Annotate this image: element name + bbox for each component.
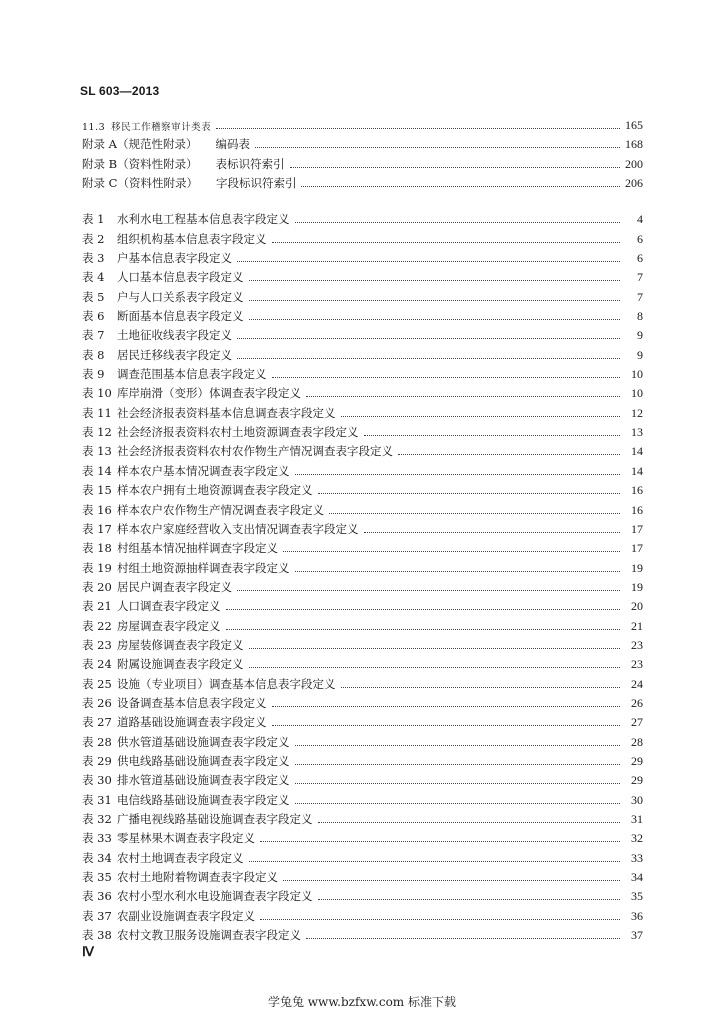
toc-entry-title: 人口基本信息表字段定义 [117, 270, 244, 285]
document-header: SL 603—2013 [80, 84, 160, 98]
toc-entry-page: 36 [631, 908, 643, 923]
toc-entry-number: 表 24 [82, 657, 112, 672]
toc-entry-number: 表 11 [82, 405, 112, 420]
toc-entry[interactable] [82, 653, 643, 672]
toc-entry-title: 社会经济报表资料农村农作物生产情况调查表字段定义 [117, 444, 393, 459]
dot-leader [249, 319, 621, 320]
toc-entry-number: 附录 B（资料性附录） [82, 156, 198, 171]
toc-entry[interactable] [82, 788, 643, 807]
toc-entry[interactable] [82, 866, 643, 885]
toc-entry-title: 道路基础设施调查表字段定义 [117, 715, 267, 730]
toc-entry[interactable] [82, 382, 643, 401]
toc-entry-title: 排水管道基础设施调查表字段定义 [117, 773, 290, 788]
dot-leader [306, 396, 620, 397]
toc-entry-number: 表 5 [82, 289, 105, 304]
toc-entry[interactable] [82, 846, 643, 865]
toc-entry-number: 表 13 [82, 444, 112, 459]
dot-leader [364, 435, 621, 436]
dot-leader [260, 841, 620, 842]
toc-entry-page: 168 [625, 137, 643, 151]
toc-entry[interactable] [82, 172, 643, 192]
toc-entry-page: 31 [631, 812, 643, 826]
toc-entry-page: 10 [631, 386, 643, 401]
toc-entry-title: 组织机构基本信息表字段定义 [117, 231, 267, 246]
toc-entry-page: 24 [631, 676, 643, 691]
toc-entry-title: 设备调查基本信息表字段定义 [117, 695, 267, 710]
toc-entry-title: 户基本信息表字段定义 [117, 251, 232, 266]
dot-leader [249, 648, 621, 649]
page-number: Ⅳ [82, 944, 94, 959]
toc-entry[interactable] [82, 904, 643, 923]
dot-leader [249, 280, 621, 281]
toc-entry[interactable] [82, 672, 643, 691]
toc-entry[interactable] [82, 401, 643, 420]
dot-leader [295, 222, 621, 223]
toc-entry-number: 表 19 [82, 560, 112, 575]
toc-entry-number: 表 2 [82, 231, 105, 246]
toc-entry-page: 21 [631, 618, 643, 633]
toc-entry[interactable] [82, 827, 643, 846]
toc-entry-page: 30 [631, 792, 643, 807]
toc-entry-number: 表 20 [82, 579, 112, 594]
toc-entry[interactable] [82, 518, 643, 537]
toc-entry-page: 19 [631, 579, 643, 594]
dot-leader [301, 186, 620, 187]
toc-entry-number: 表 18 [82, 541, 112, 556]
toc-entry-title: 供电线路基础设施调查表字段定义 [117, 753, 290, 768]
toc-entry-title: 村组土地资源抽样调查表字段定义 [117, 560, 290, 575]
toc-entry-title: 样本农户基本情况调查表字段定义 [117, 463, 290, 478]
toc-entry-title: 居民迁移线表字段定义 [117, 347, 232, 362]
dot-leader [237, 261, 620, 262]
toc-entry-title: 移民工作稽察审计类表 [111, 121, 212, 133]
toc-entry-title: 库岸崩滑（变形）体调查表字段定义 [117, 386, 301, 401]
toc-entry[interactable] [82, 459, 643, 478]
toc-entry-page: 200 [625, 156, 643, 171]
toc-entry-number: 表 25 [82, 676, 112, 691]
dot-leader [318, 899, 621, 900]
toc-entry-page: 165 [625, 117, 643, 132]
dot-leader [237, 590, 620, 591]
dot-leader [283, 880, 620, 881]
toc-appendix-list [82, 113, 643, 191]
toc-entry-page: 37 [631, 928, 643, 943]
dot-leader [272, 706, 621, 707]
toc-entry-number: 表 14 [82, 463, 112, 478]
toc-entry-page: 8 [637, 309, 643, 324]
toc-entry[interactable] [82, 730, 643, 749]
toc-entry-number: 表 4 [82, 270, 105, 285]
toc-entry-number: 表 28 [82, 734, 112, 749]
toc-entry[interactable] [82, 556, 643, 575]
toc-entry-page: 29 [631, 753, 643, 768]
dot-leader [290, 167, 620, 168]
toc-entry[interactable] [82, 576, 643, 595]
toc-entry[interactable] [82, 595, 643, 614]
dot-leader [295, 474, 621, 475]
toc-entry-page: 29 [631, 773, 643, 788]
dot-leader [272, 725, 621, 726]
toc-entry-page: 26 [631, 695, 643, 710]
toc-entry-page: 206 [625, 176, 643, 190]
toc-entry-title: 调查范围基本信息表字段定义 [117, 367, 267, 382]
dot-leader [226, 629, 621, 630]
toc-entry-number: 表 37 [82, 908, 112, 923]
toc-entry-title: 表标识符索引 [215, 156, 285, 171]
toc-entry-title: 样本农户家庭经营收入支出情况调查表字段定义 [117, 521, 359, 536]
toc-entry-number: 表 22 [82, 618, 112, 633]
toc-entry-title: 编码表 [215, 137, 250, 151]
dot-leader [249, 861, 621, 862]
toc-entry-page: 35 [631, 889, 643, 904]
dot-leader [341, 687, 621, 688]
toc-entry-title: 居民户调查表字段定义 [117, 579, 232, 594]
toc-entry-title: 农村文教卫服务设施调查表字段定义 [117, 928, 301, 943]
toc-entry[interactable] [82, 363, 643, 382]
toc-entry-title: 村组基本情况抽样调查字段定义 [117, 541, 278, 556]
toc-entry-number: 表 1 [82, 212, 105, 227]
toc-entry[interactable] [82, 634, 643, 653]
toc-entry[interactable] [82, 113, 643, 133]
toc-entry-page: 34 [631, 870, 643, 885]
toc-entry[interactable] [82, 421, 643, 440]
dot-leader [398, 454, 620, 455]
toc-entry-number: 表 30 [82, 773, 112, 788]
toc-entry-page: 17 [631, 521, 643, 536]
toc-entry-number: 附录 C（资料性附录） [82, 176, 198, 190]
toc-entry[interactable] [82, 769, 643, 788]
toc-entry[interactable] [82, 133, 643, 153]
toc-entry-page: 23 [631, 657, 643, 672]
toc-entry-title: 农副业设施调查表字段定义 [117, 908, 255, 923]
toc-entry-number: 表 29 [82, 753, 112, 768]
toc-entry-page: 16 [631, 502, 643, 517]
toc-entry[interactable] [82, 692, 643, 711]
toc-entry-page: 23 [631, 637, 643, 652]
toc-entry-page: 32 [631, 831, 643, 846]
dot-leader [249, 300, 621, 301]
toc-entry-page: 17 [631, 541, 643, 556]
toc-entry-number: 表 38 [82, 928, 112, 943]
toc-entry[interactable] [82, 247, 643, 266]
dot-leader [216, 128, 620, 129]
toc-entry[interactable] [82, 537, 643, 556]
toc-entry-number: 表 15 [82, 483, 112, 498]
toc-entry-number: 表 10 [82, 386, 112, 401]
dot-leader [295, 571, 621, 572]
toc-entry-number: 表 7 [82, 328, 105, 343]
toc-entry-page: 19 [631, 560, 643, 575]
toc-entry-number: 表 21 [82, 599, 112, 614]
toc-entry-page: 6 [637, 231, 643, 246]
dot-leader [237, 338, 620, 339]
toc-entry-number: 表 34 [82, 850, 112, 865]
dot-leader [237, 358, 620, 359]
toc-entry-page: 7 [637, 270, 643, 285]
toc-entry-title: 设施（专业项目）调查基本信息表字段定义 [117, 676, 336, 691]
toc-entry-title: 电信线路基础设施调查表字段定义 [117, 792, 290, 807]
toc-entry-number: 表 23 [82, 637, 112, 652]
dot-leader [295, 745, 621, 746]
dot-leader [283, 551, 620, 552]
toc-entry-number: 表 8 [82, 347, 105, 362]
toc-entry-title: 农村小型水利水电设施调查表字段定义 [117, 889, 313, 904]
toc-entry-page: 20 [631, 599, 643, 614]
dot-leader [272, 377, 621, 378]
toc-entry-number: 附录 A（规范性附录） [82, 137, 198, 151]
toc-entry[interactable] [82, 711, 643, 730]
toc-entry[interactable] [82, 924, 643, 943]
toc-entry[interactable] [82, 498, 643, 517]
toc-entry[interactable] [82, 343, 643, 362]
toc-entry-page: 27 [631, 715, 643, 730]
toc-entry[interactable] [82, 152, 643, 172]
toc-entry[interactable] [82, 324, 643, 343]
toc-entry-number: 表 3 [82, 251, 105, 266]
toc-entry-title: 户与人口关系表字段定义 [117, 289, 244, 304]
toc-entry-title: 字段标识符索引 [215, 176, 297, 190]
dot-leader [306, 938, 620, 939]
toc-entry-title: 广播电视线路基础设施调查表字段定义 [117, 812, 313, 826]
toc-table-list [82, 208, 643, 943]
toc-entry-number: 表 9 [82, 367, 105, 382]
dot-leader [249, 667, 621, 668]
dot-leader [318, 493, 621, 494]
toc-entry-number: 表 26 [82, 695, 112, 710]
toc-entry-page: 13 [631, 425, 643, 440]
dot-leader [260, 919, 620, 920]
toc-entry[interactable] [82, 208, 643, 227]
dot-leader [272, 242, 621, 243]
toc-entry-number: 表 33 [82, 831, 112, 846]
dot-leader [364, 532, 621, 533]
toc-entry[interactable] [82, 440, 643, 459]
toc-entry-title: 人口调查表字段定义 [117, 599, 221, 614]
toc-entry-page: 9 [637, 347, 643, 362]
toc-entry-page: 9 [637, 328, 643, 343]
toc-entry-title: 社会经济报表资料农村土地资源调查表字段定义 [117, 425, 359, 440]
toc-entry-title: 房屋调查表字段定义 [117, 618, 221, 633]
toc-entry-number: 11.3 [82, 121, 106, 133]
toc-entry-number: 表 16 [82, 502, 112, 517]
toc-entry-title: 社会经济报表资料基本信息调查表字段定义 [117, 405, 336, 420]
toc-entry-page: 33 [631, 850, 643, 865]
dot-leader [295, 783, 621, 784]
toc-entry[interactable] [82, 266, 643, 285]
toc-entry-number: 表 36 [82, 889, 112, 904]
toc-entry-title: 供水管道基础设施调查表字段定义 [117, 734, 290, 749]
toc-entry-page: 4 [637, 212, 643, 227]
dot-leader [295, 803, 621, 804]
toc-entry-number: 表 6 [82, 309, 105, 324]
toc-entry-number: 表 27 [82, 715, 112, 730]
toc-entry-page: 14 [631, 444, 643, 459]
toc-entry-page: 6 [637, 251, 643, 266]
toc-entry-page: 12 [631, 405, 643, 420]
toc-entry-number: 表 32 [82, 812, 112, 826]
toc-entry-title: 样本农户拥有土地资源调查表字段定义 [117, 483, 313, 498]
dot-leader [329, 513, 620, 514]
toc-entry[interactable] [82, 305, 643, 324]
toc-entry-title: 农村土地附着物调查表字段定义 [117, 870, 278, 885]
toc-entry[interactable] [82, 808, 643, 827]
toc-entry-title: 零星林果木调查表字段定义 [117, 831, 255, 846]
toc-entry-page: 10 [631, 367, 643, 382]
toc-entry-title: 附属设施调查表字段定义 [117, 657, 244, 672]
toc-entry-number: 表 31 [82, 792, 112, 807]
toc-entry-title: 农村土地调查表字段定义 [117, 850, 244, 865]
toc-entry[interactable] [82, 614, 643, 633]
toc-entry-title: 水利水电工程基本信息表字段定义 [117, 212, 290, 227]
toc-entry[interactable] [82, 885, 643, 904]
footer-watermark: 学兔兔 www.bzfxw.com 标准下载 [267, 995, 457, 1009]
dot-leader [295, 764, 621, 765]
toc-entry-page: 16 [631, 483, 643, 498]
toc-entry-title: 房屋装修调查表字段定义 [117, 637, 244, 652]
toc-entry[interactable] [82, 479, 643, 498]
toc-entry[interactable] [82, 285, 643, 304]
toc-entry-title: 样本农户农作物生产情况调查表字段定义 [117, 502, 324, 517]
toc-entry-title: 土地征收线表字段定义 [117, 328, 232, 343]
toc-entry[interactable] [82, 227, 643, 246]
toc-entry-number: 表 17 [82, 521, 112, 536]
toc-entry[interactable] [82, 750, 643, 769]
toc-entry-number: 表 35 [82, 870, 112, 885]
dot-leader [226, 609, 621, 610]
toc-entry-page: 28 [631, 734, 643, 749]
toc-entry-page: 7 [637, 289, 643, 304]
toc-entry-title: 断面基本信息表字段定义 [117, 309, 244, 324]
dot-leader [255, 147, 620, 148]
dot-leader [318, 822, 621, 823]
dot-leader [341, 416, 621, 417]
toc-entry-page: 14 [631, 463, 643, 478]
toc-entry-number: 表 12 [82, 425, 112, 440]
